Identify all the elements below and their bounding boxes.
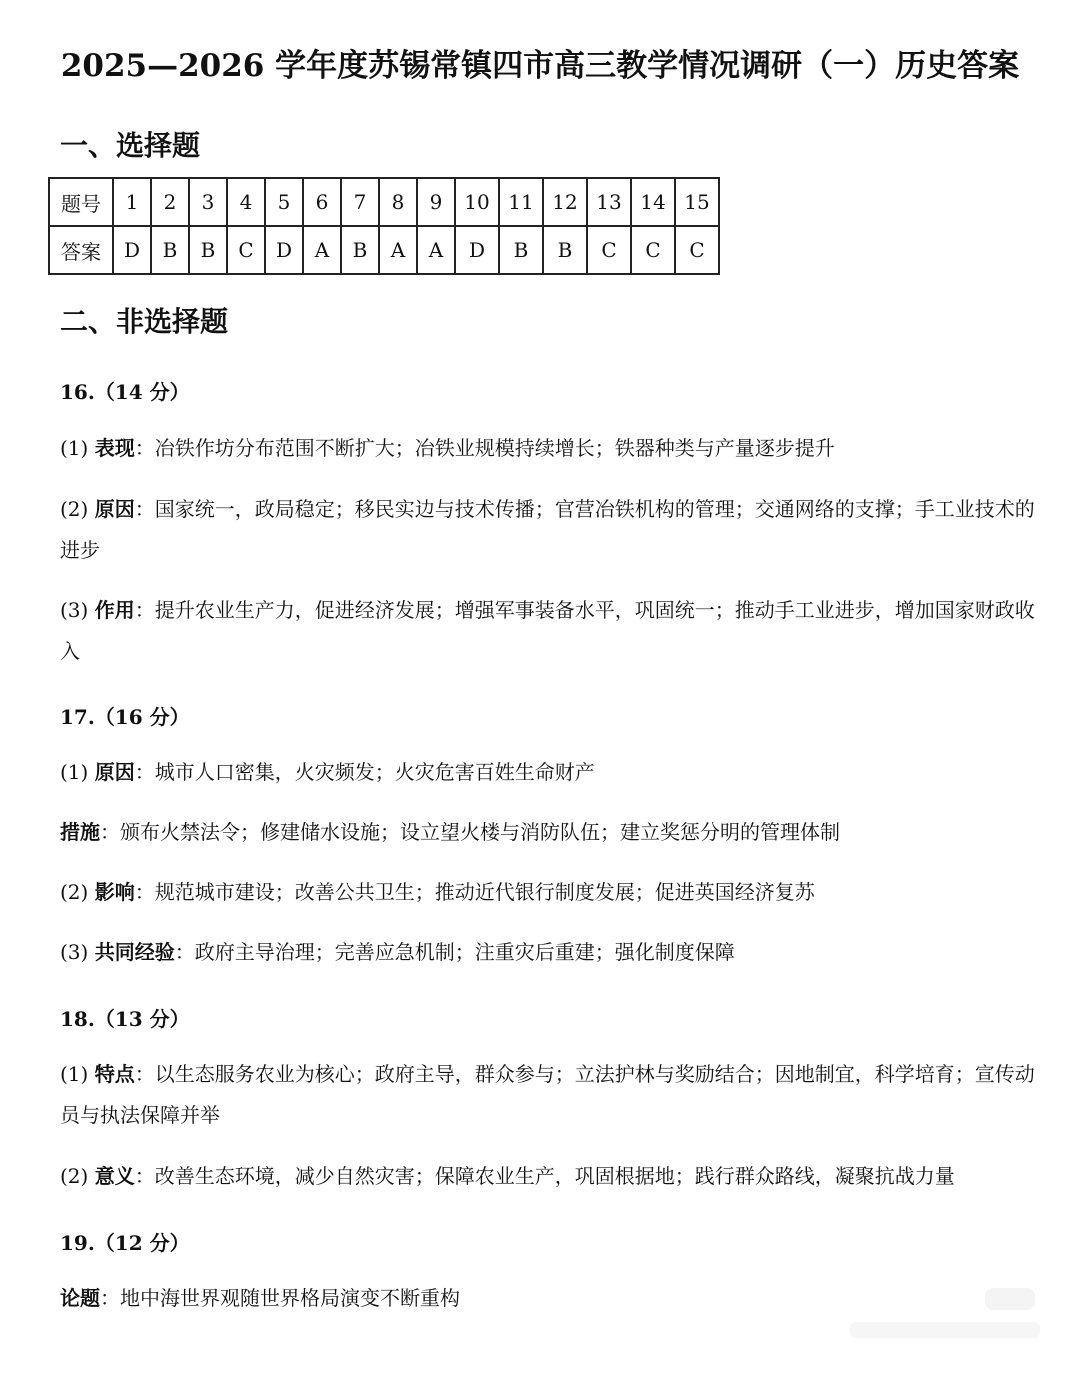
answer-text: ：冶铁作坊分布范围不断扩大；冶铁业规模持续增长；铁器种类与产量逐步提升	[134, 436, 835, 460]
question-number: 9	[417, 178, 455, 226]
answer-text: ：规范城市建设；改善公共卫生；推动近代银行制度发展；促进英国经济复苏	[134, 880, 815, 904]
part-number: (2)	[60, 497, 89, 521]
answer-text: ：政府主导治理；完善应急机制；注重灾后重建；强化制度保障	[174, 940, 735, 964]
answer-keyword: 原因	[94, 760, 135, 784]
answer-text: ：城市人口密集，火灾频发；火灾危害百姓生命财产	[134, 760, 595, 784]
answer-cell: A	[303, 226, 341, 274]
q16-part3	[60, 590, 1050, 672]
answer-cell: B	[151, 226, 189, 274]
answer-text: ：改善生态环境，减少自然灾害；保障农业生产，巩固根据地；践行群众路线，凝聚抗战力量	[134, 1164, 955, 1188]
answer-text: ：国家统一，政局稳定；移民实边与技术传播；官营冶铁机构的管理；交通网络的支撑；手工业技术的进步	[60, 497, 1035, 562]
table-row-numbers	[49, 178, 719, 226]
question-number: 15	[675, 178, 719, 226]
answer-cell: D	[265, 226, 303, 274]
q19-topic	[60, 1278, 1050, 1319]
question-number: 6	[303, 178, 341, 226]
question-number: 8	[379, 178, 417, 226]
answer-cell: C	[587, 226, 631, 274]
question-number: 3	[189, 178, 227, 226]
question-number: 7	[341, 178, 379, 226]
part-number: (2)	[60, 1164, 89, 1188]
answer-keyword: 特点	[94, 1062, 135, 1086]
answer-table	[48, 177, 720, 275]
answer-keyword: 共同经验	[94, 940, 175, 964]
section-heading-choice: 一、选择题	[60, 129, 201, 162]
question-17-heading: 17.（16 分）	[60, 705, 190, 729]
question-number: 1	[113, 178, 151, 226]
question-number: 14	[631, 178, 675, 226]
question-number: 4	[227, 178, 265, 226]
watermark-bar	[850, 1322, 1040, 1338]
q17-part2	[60, 872, 1050, 913]
answer-cell: B	[341, 226, 379, 274]
answer-cell: D	[113, 226, 151, 274]
q17-measures	[60, 812, 1050, 853]
answer-cell: B	[499, 226, 543, 274]
answer-cell: A	[379, 226, 417, 274]
q16-part1	[60, 428, 1050, 469]
answer-text: ：地中海世界观随世界格局演变不断重构	[100, 1286, 460, 1310]
row-header-answer: 答案	[49, 226, 113, 274]
answer-text: ：颁布火禁法令；修建储水设施；设立望火楼与消防队伍；建立奖惩分明的管理体制	[100, 820, 840, 844]
answer-cell: C	[675, 226, 719, 274]
row-header-number: 题号	[49, 178, 113, 226]
answer-cell: C	[227, 226, 265, 274]
answer-keyword: 措施	[60, 820, 100, 844]
answer-cell: B	[543, 226, 587, 274]
answer-keyword: 论题	[60, 1286, 100, 1310]
answer-cell: A	[417, 226, 455, 274]
part-number: (3)	[60, 940, 89, 964]
question-18-heading: 18.（13 分）	[60, 1007, 190, 1031]
answer-keyword: 表现	[94, 436, 135, 460]
question-number: 11	[499, 178, 543, 226]
part-number: (1)	[60, 436, 89, 460]
answer-keyword: 原因	[94, 497, 135, 521]
question-number: 2	[151, 178, 189, 226]
part-number: (2)	[60, 880, 89, 904]
part-number: (1)	[60, 1062, 89, 1086]
answer-text: ：以生态服务农业为核心；政府主导，群众参与；立法护林与奖励结合；因地制宜，科学培育；宣传动员与执法保障并举	[60, 1062, 1035, 1127]
answer-cell: C	[631, 226, 675, 274]
question-number: 10	[455, 178, 499, 226]
answer-keyword: 作用	[94, 598, 135, 622]
question-number: 13	[587, 178, 631, 226]
q18-part2	[60, 1156, 1050, 1197]
section-heading-nonchoice: 二、非选择题	[60, 305, 229, 338]
answer-cell: D	[455, 226, 499, 274]
question-number: 5	[265, 178, 303, 226]
question-16-heading: 16.（14 分）	[60, 380, 190, 404]
watermark-badge	[985, 1288, 1035, 1310]
part-number: (3)	[60, 598, 89, 622]
question-19-heading: 19.（12 分）	[60, 1231, 190, 1255]
part-number: (1)	[60, 760, 89, 784]
page-title: 2025—2026 学年度苏锡常镇四市高三教学情况调研（一）历史答案	[60, 48, 1020, 84]
answer-keyword: 意义	[94, 1164, 135, 1188]
question-number: 12	[543, 178, 587, 226]
q17-part3	[60, 932, 1050, 973]
answer-text: ：提升农业生产力，促进经济发展；增强军事装备水平，巩固统一；推动手工业进步，增加国家财政收入	[60, 598, 1035, 663]
q16-part2	[60, 489, 1050, 571]
answer-keyword: 影响	[94, 880, 135, 904]
q17-part1	[60, 752, 1050, 793]
answer-cell: B	[189, 226, 227, 274]
table-row-answers	[49, 226, 719, 274]
q18-part1	[60, 1054, 1050, 1136]
